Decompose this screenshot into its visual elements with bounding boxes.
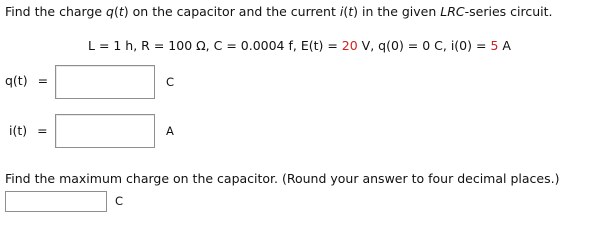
text-run: on the capacitor and the current: [128, 4, 340, 19]
given-values-part: L = 1 h, R = 100 Ω, C = 0.0004 f, E(t) =: [88, 38, 342, 53]
current-unit: A: [166, 124, 174, 138]
text-run: (: [343, 4, 349, 19]
text-run: Find the charge: [5, 4, 107, 19]
max-charge-input[interactable]: [5, 191, 107, 212]
q-symbol: q: [106, 4, 114, 19]
text-run: in the given: [358, 4, 441, 19]
q-of-t-text: q(t): [5, 73, 28, 88]
q-of-t-label: [5, 73, 48, 88]
text-run: ): [123, 4, 129, 19]
text-run: (: [113, 4, 119, 19]
question-1-text: [5, 4, 553, 19]
given-values-part: A: [498, 38, 511, 53]
given-values: [88, 38, 511, 53]
given-values-part: V, q(0) = 0 C, i(0) =: [357, 38, 491, 53]
equals-sign: =: [37, 123, 48, 138]
i-symbol: i: [339, 4, 344, 19]
t-symbol: t: [348, 4, 354, 19]
current-answer-input[interactable]: [55, 114, 155, 148]
text-run: ): [353, 4, 359, 19]
charge-unit: C: [166, 75, 175, 89]
i-of-t-label: [9, 123, 48, 138]
text-run: -series circuit.: [464, 4, 553, 19]
initial-current-value: 5: [490, 38, 499, 53]
voltage-value: 20: [341, 38, 358, 53]
i-of-t-text: i(t): [9, 123, 28, 138]
max-charge-unit: C: [115, 194, 124, 208]
charge-answer-input[interactable]: [55, 65, 155, 99]
equals-sign: =: [37, 73, 49, 88]
question-2-text: Find the maximum charge on the capacitor. (Round your answer to four decimal places.): [5, 171, 560, 186]
t-symbol: t: [118, 4, 124, 19]
circuit-type: LRC: [440, 4, 465, 19]
